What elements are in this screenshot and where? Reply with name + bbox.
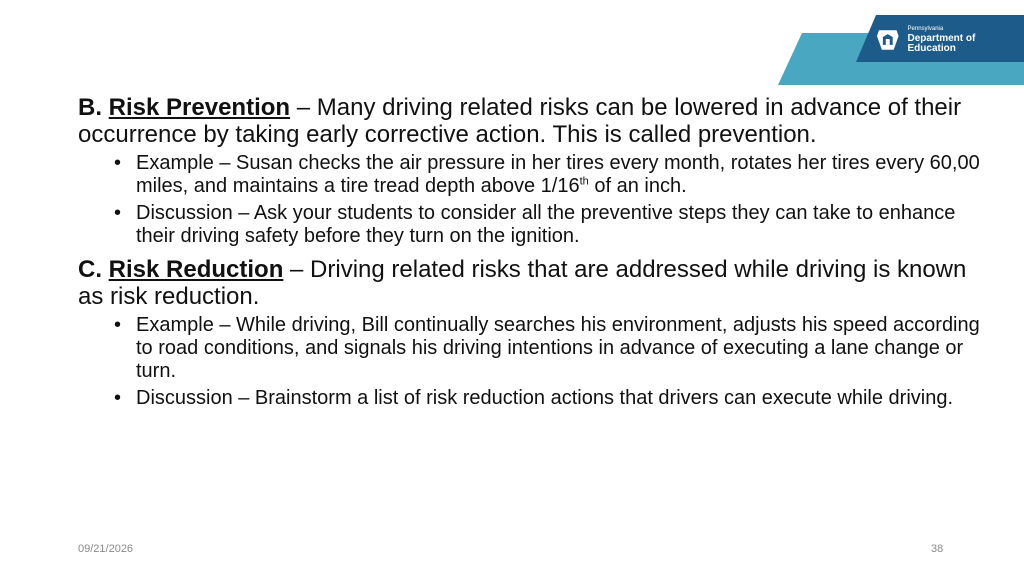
section-b-term: Risk Prevention bbox=[108, 94, 291, 121]
section-b-prefix: B. bbox=[78, 94, 102, 121]
pa-education-logo bbox=[876, 26, 1024, 54]
logo-state-name: Pennsylvania bbox=[907, 26, 944, 32]
section-c-term: Risk Reduction bbox=[108, 256, 284, 283]
slide-body bbox=[78, 94, 988, 414]
section-c-prefix: C. bbox=[78, 256, 102, 283]
section-b-bullets bbox=[78, 152, 988, 248]
bullet-text: Discussion – Ask your students to consider all the preventive steps they can take to enhance their driving safety before they turn on the ignition. bbox=[136, 202, 956, 247]
header-banner bbox=[0, 0, 1024, 90]
bullet-text: Example – Susan checks the air pressure in her tires every month, rotates her tires every 60,00 miles, and maintains a tire tread depth above 1/16 bbox=[136, 152, 980, 197]
section-c-text: – Driving related risks that are addressed while driving is known as risk reduction. bbox=[78, 256, 967, 310]
logo-department-name: Department of Education bbox=[907, 33, 976, 54]
list-item bbox=[78, 387, 988, 410]
bullet-text: Discussion – Brainstorm a list of risk reduction actions that drivers can execute while driving. bbox=[136, 387, 954, 409]
bullet-dot: • bbox=[114, 152, 122, 174]
superscript-ordinal: th bbox=[579, 175, 589, 188]
section-b-heading bbox=[78, 94, 988, 148]
list-item bbox=[78, 202, 988, 248]
footer-date: 09/21/2026 bbox=[78, 543, 134, 555]
bullet-dot: • bbox=[114, 314, 122, 336]
list-item bbox=[78, 314, 988, 383]
bullet-text-end: of an inch. bbox=[588, 175, 687, 197]
keystone-logo-icon bbox=[876, 28, 900, 52]
section-c-heading bbox=[78, 256, 988, 310]
section-c-bullets bbox=[78, 314, 988, 410]
bullet-dot: • bbox=[114, 202, 122, 224]
bullet-text: Example – While driving, Bill continually searches his environment, adjusts his speed according to road conditions, and signals his driving intentions in advance of executing a lane change or turn. bbox=[136, 314, 980, 382]
section-b-text: – Many driving related risks can be lowered in advance of their occurrence by taking early corrective action. This is called prevention. bbox=[78, 94, 962, 148]
list-item bbox=[78, 152, 988, 198]
bullet-dot: • bbox=[114, 387, 122, 409]
slide-number: 38 bbox=[931, 543, 944, 555]
